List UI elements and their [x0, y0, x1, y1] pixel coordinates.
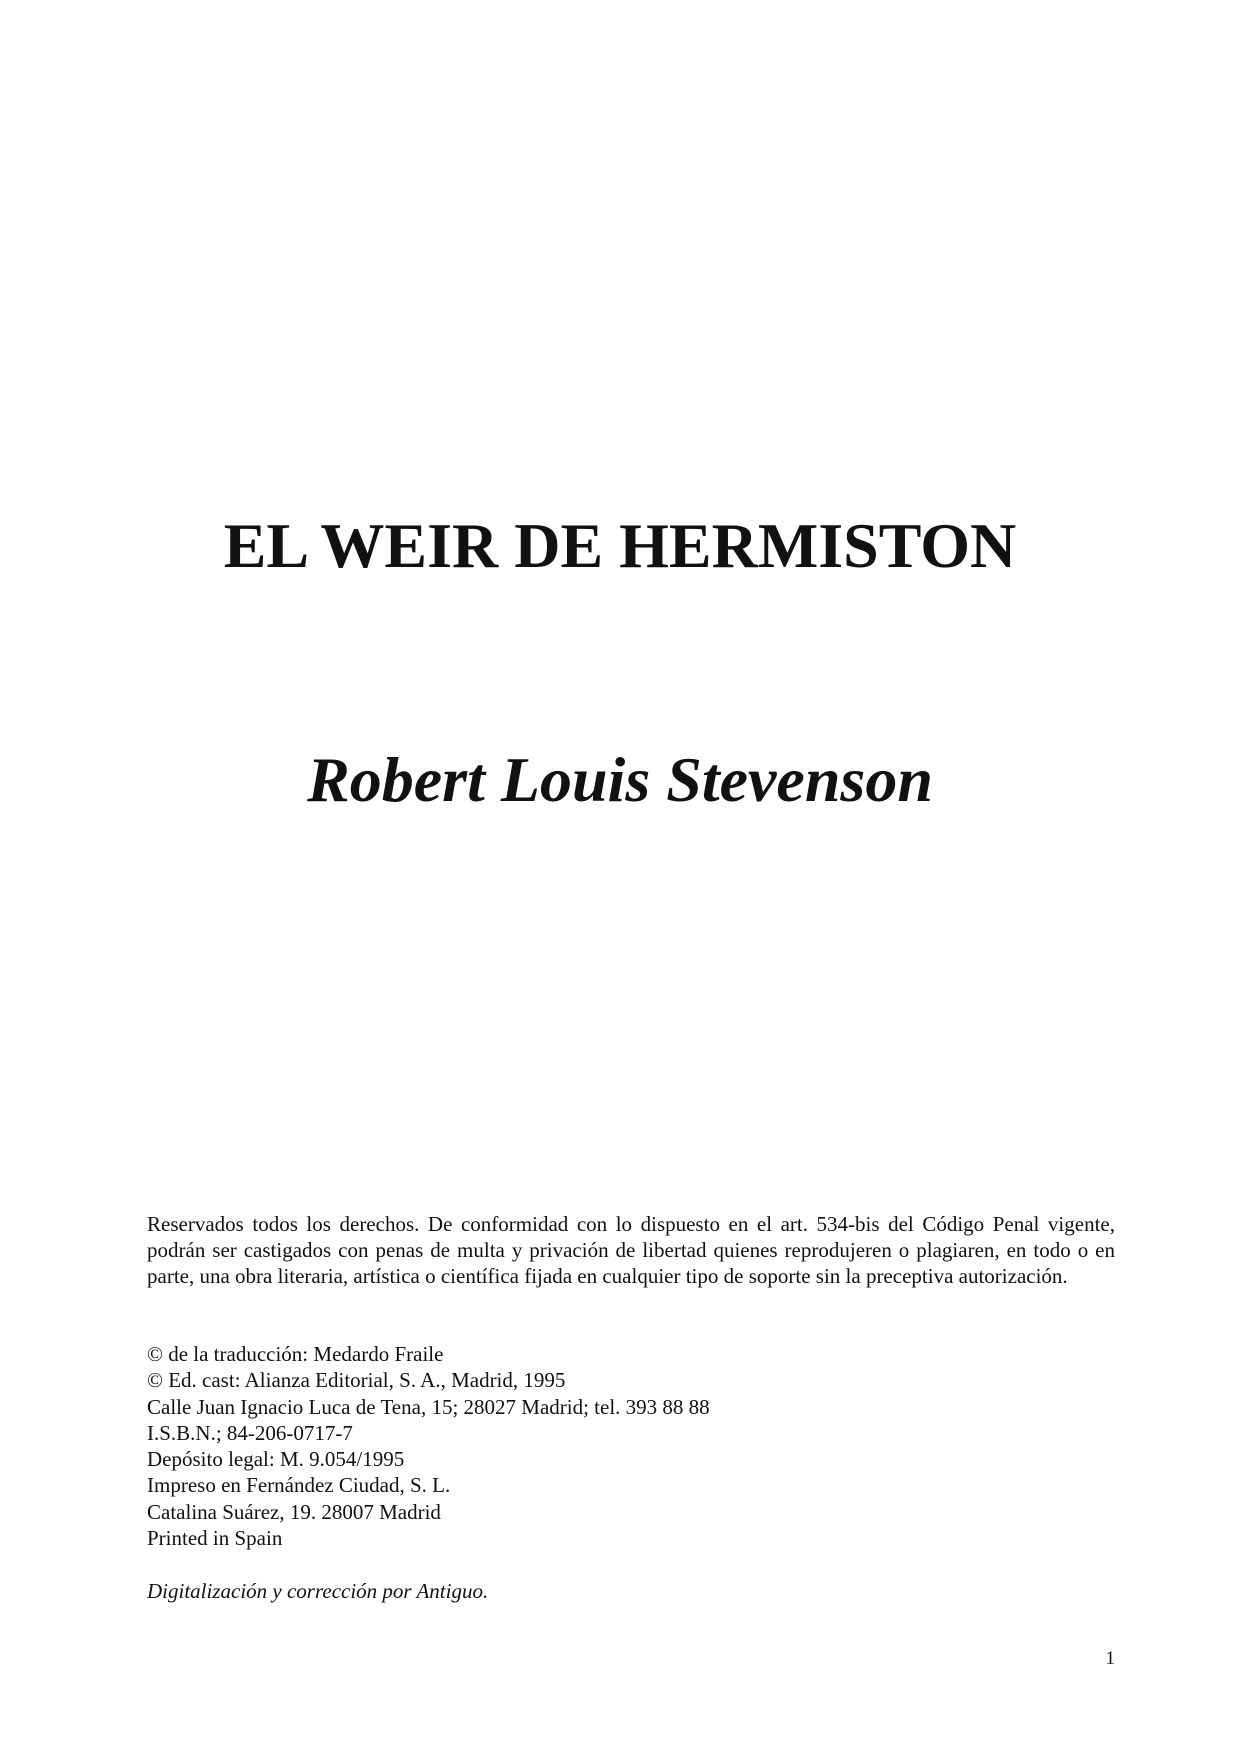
credit-line-isbn: I.S.B.N.; 84-206-0717-7 [147, 1420, 353, 1445]
legal-notice: Reservados todos los derechos. De conformidad con lo dispuesto en el art. 534-bis del Código Penal vigente, podrán ser castigados con penas de multa y privación de libertad quienes reprodujeren o plagiaren, en todo o en parte, una obra literaria, artística o científica fijada en cualquier tipo de soporte sin la preceptiva autorización. [147, 1212, 1115, 1288]
page-number: 1 [1105, 1648, 1115, 1669]
book-author: Robert Louis Stevenson [307, 744, 933, 815]
credit-line-printed-in: Printed in Spain [147, 1526, 283, 1551]
digitization-note: Digitalización y corrección por Antiguo. [147, 1579, 489, 1603]
credit-line-edition: © Ed. cast: Alianza Editorial, S. A., Madrid, 1995 [147, 1368, 566, 1393]
credit-line-printer-address: Catalina Suárez, 19. 28007 Madrid [147, 1499, 441, 1524]
publication-credits [147, 1341, 1115, 1551]
credit-line-translation: © de la traducción: Medardo Fraile [147, 1342, 444, 1366]
credit-line-printer: Impreso en Fernández Ciudad, S. L. [147, 1473, 451, 1498]
credit-line-address: Calle Juan Ignacio Luca de Tena, 15; 28027 Madrid; tel. 393 88 88 [147, 1394, 710, 1419]
credit-line-legal-deposit: Depósito legal: M. 9.054/1995 [147, 1447, 405, 1472]
book-title: EL WEIR DE HERMISTON [223, 510, 1017, 581]
